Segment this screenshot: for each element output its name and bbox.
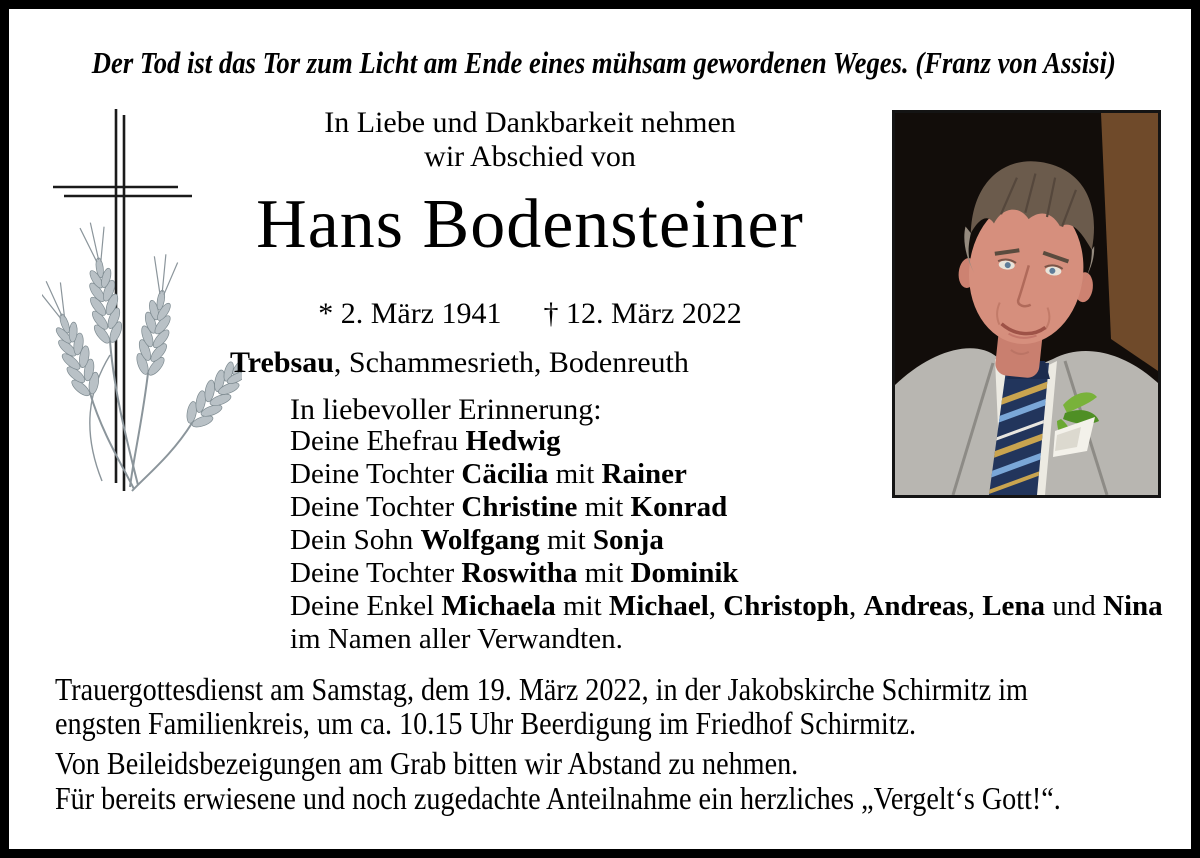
birth-date: * 2. März 1941: [318, 297, 502, 330]
mourner-line-wife: Deine Ehefrau Hedwig: [290, 425, 561, 457]
mourner-line-daughter-1: Deine Tochter Cäcilia mit Rainer: [290, 458, 687, 490]
intro-line-2: wir Abschied von: [424, 140, 636, 173]
deceased-name: Hans Bodensteiner: [256, 186, 804, 263]
epigraph-quote: Der Tod ist das Tor zum Licht am Ende eines mühsam gewordenen Weges. (Franz von Assisi): [91, 45, 1116, 80]
funeral-info-line-4: Für bereits erwiesene und noch zugedachte Anteilnahme ein herzliches „Vergelt‘s Gott!“.: [55, 780, 1061, 816]
life-dates: [180, 297, 880, 331]
mourner-line-grandchildren: Deine Enkel Michaela mit Michael, Christoph, Andreas, Lena und Nina: [290, 590, 1163, 622]
intro-line-1: In Liebe und Dankbarkeit nehmen: [324, 106, 736, 139]
mourner-line-daughter-3: Deine Tochter Roswitha mit Dominik: [290, 557, 739, 589]
places-line: Trebsau, Schammesrieth, Bodenreuth: [230, 346, 689, 379]
funeral-info-line-1: Trauergottesdienst am Samstag, dem 19. März 2022, in der Jakobskirche Schirmitz im: [55, 671, 1028, 707]
remembrance-heading: In liebevoller Erinnerung:: [290, 393, 602, 426]
mourners-list: [290, 425, 1163, 656]
funeral-info-line-3: Von Beileidsbezeigungen am Grab bitten wir Abstand zu nehmen.: [55, 745, 799, 781]
death-date: † 12. März 2022: [543, 297, 742, 330]
mourner-line-closing: im Namen aller Verwandten.: [290, 623, 623, 655]
mourner-line-son: Dein Sohn Wolfgang mit Sonja: [290, 524, 664, 556]
funeral-info-line-2: engsten Familienkreis, um ca. 10.15 Uhr Beerdigung im Friedhof Schirmitz.: [55, 705, 917, 741]
mourner-line-daughter-2: Deine Tochter Christine mit Konrad: [290, 491, 728, 523]
